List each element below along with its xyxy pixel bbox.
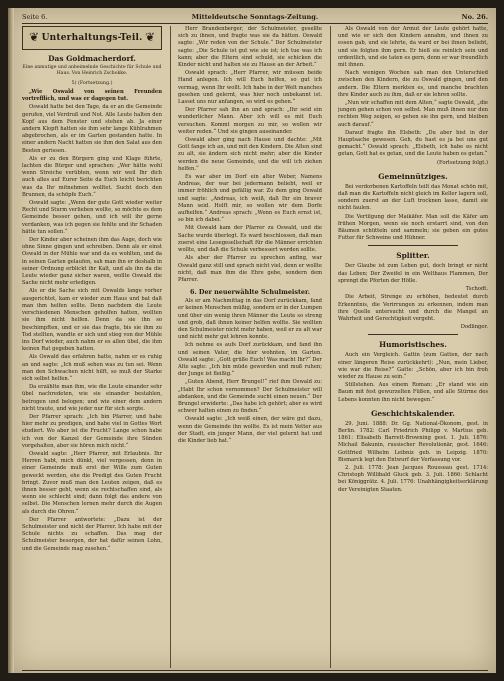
paragraph: Als Oswald das erfahren hatte, nahm er es ruhig an und sagte: „Ich muß sehen was zu tun sei. Wenn man den Schwachen nicht hilft, so muß der Starke sich selbst helfen.“ [22,354,162,382]
header-issue-number: No. 26. [461,13,488,21]
header-page-number: Seite 6. [22,13,48,21]
paragraph: Oswald sprach: „Herr Pfarrer, wir müssen beide Hand anlegen. Ich will Euch helfen, so gut ich vermag, wenn Ihr wollt. Ich habe in der Welt manches gesehen und gelernt, was hier noch unbekannt ist. Lasset uns nur anfangen, so wird es gehen.“ [178,70,322,106]
paragraph: „Guten Abend, Herr Brungel!“ rief ihm Oswald zu: „Habt Ihr schon vernommen? Der Schulmeister will abdanken, und die Gemeinde sucht einen neuen.“ Der Brungel erwiderte: „Das habe ich gehört; aber es wird schwer halten einen zu finden.“ [178,379,322,415]
paragraph: Mit Oswald kam der Pfarrer zu Oswald, und die Sache wurde überlegt. Es ward beschlossen, daß man zuerst eine Lesegesellschaft für die Männer errichten wollte, und daß die Schule verbessert werden sollte. [178,225,322,254]
section-divider [368,334,458,335]
paragraph: Oswald aber ging nach Hause und dachte: „Mit Gott fange ich an, und mit den Kindern. Die Alten sind zu alt, sie ändern sich nicht mehr; aber die Kinder werden die neue Gemeinde, und die will ich ziehen helfen.“ [178,137,322,172]
paragraph: Als er am Nachmittag in das Dorf zurückkam, fand er keinen Menschen müßig, sondern er in der Lumpen und über ein wenig ihren Männer die Leute so streng und grob, daß ihnen keiner helfen wollte. Sie wollten den Schulmeister nicht mehr haben, weil er zu alt war und nicht mehr gut lehren konnte. [178,298,322,341]
continuation-note: (Fortsetzung.) [78,81,113,86]
column-1 [22,26,162,668]
paragraph: Die Vertilgung der Maikäfer. Man soll die Käfer am frühen Morgen, wenn sie noch erstarrt sind, von den Bäumen schütteln und sammeln; sie geben ein gutes Futter für Schweine und Hühner. [338,213,488,242]
page-header [22,11,488,24]
chapter-heading: 6. Der neuerwählte Schulmeister. [190,288,310,297]
column-3 [338,26,488,668]
bottom-rule [22,670,488,671]
quote-author: Tschodt. [465,286,488,293]
paragraph: Auch ein Vergleich. Gattin (zum Gatten, der nach einer längeren Reise zurückkehrt): „Nun, mein Lieber, wie war die Reise?“ Gatte: „Schön, aber ich bin froh wieder zu Hause zu sein.“ [338,352,488,380]
section-heading-geschichtskalender: Geschichtskalender. [371,408,455,418]
story-continuation [22,80,162,87]
paragraph: Nach wenigen Wochen sah man den Unterschied zwischen den Kindern, die zu Oswald gingen, und den andern. Die Eltern merkten es, und manche brachten ihre Kinder auch zu ihm, daß er sie lehren sollte. [338,70,488,98]
paragraph: Oswald hatte bei den Tage, da er an die Gemeinde gerufen, viel Verdruß und Not. Alle Leute halten den Kopf aus dem Fenster und stehen ab. Ja einer andern Klopft hatten sie ihm sehr lange Kühlrahmen abgebrochen, als er im Garten gestanden hatte. In einer andern Nacht hatten sie ihm den Salat aus den Beeten gerissen. [22,104,162,154]
paragraph: Als er zu den Bürgern ging und Klage führte, lachten die Bürger und sprachen: „Wer hätte wohl wenn Streiche verübten, wenn wir weil Ihr dich auch alles auf Eurer Seite da Euch leicht berichten was da Ihr mitnehmen wolltet. Sucht doch den Brunnen, da schöpfe Euch.“ [22,155,162,198]
paragraph: Als Oswald von der Armut der Leute gehört hatte, und wie er sich den Kindern annahm, und ihnen zu essen gab, und sie lehrte, da ward er bei ihnen beliebt, und sie folgten ihm gern. Er hieß sie reinlich sein und ordentlich, und sie taten es gern, denn er war freundlich mit ihnen. [338,26,488,69]
paragraph: Der Pfarrer sprach: „Ich bin Pfarrer, und habe hier mehr zu predigen, und habe viel in Gottes Wort studiert. Wo aber ist die Frucht? Lange schon habe ich von der Kanzel der Gemeinde ihre Sünden vorgehalten, aber sie hören mich nicht.“ [22,413,162,449]
paragraph: Ich nehme es aufs Dorf zurückkam, und fand ihn und seinen Vater, die hier wohnten, im Garten. Oswald sagte: „Gott grüße Euch! Was macht Ihr?“ Der Alte sagte: „Ich bin müde geworden und muß ruhen; der Junge ist fleißig.“ [178,342,322,378]
quote-author: Dodlinger. [460,324,488,331]
newspaper-page [8,8,496,673]
column-rule-2 [330,26,331,668]
paragraph: Es war aber im Dorf ein alter Weber, Namens Andreas, der war bei jedermann beliebt, weil er immer fröhlich und gefällig war. Zu dem ging Oswald und sagte: „Andreas, ich weiß, daß Ihr ein braver Mann seid. Helft mir, so wollen wir dem Dorfe aufhelfen.“ Andreas sprach: „Wenn es Euch ernst ist, so bin ich dabei.“ [178,174,322,224]
header-title: Mitteldeutsche Sonntags-Zeitung. [191,13,319,21]
paragraph: Der Pfarrer antwortete: „Dazu ist der Schulmeister und nicht der Pfarrer. Ich habe mit der Schule nichts zu schaffen. Das mag der Schulmeister besorgen, der hat dafür seinen Lohn, und die Gemeinde mag zusehen.“ [22,516,162,552]
paragraph: „Wie Oswald von seinen Freunden vortrefflich, und was er dagegen tut. [22,89,162,103]
ornament-left-icon: ❦ [28,30,40,44]
paragraph: 29. Juni. 1888: Dr. Gg. National-Ökonom, gest. in Berlin. 1782: Carl Friedrich Philipp v. Martius geb. 1861: Elisabeth Barrett-Browning gest. 1. Juli. 1876: Michail Bakunin, russischer Revolutionär, gest. 1646: Gottfried Wilhelm Leibniz geb. in Leipzig. 1870: Bismarck legt den Entwurf der Verfassung vor. [338,420,488,463]
paragraph: „Nun wir schaffen mit dem Alten,“ sagte Oswald, „die jungen gehen schon von selbst. Man muß ihnen nur den rechten Weg zeigen, so gehen sie ihn gern, und bleiben auch darauf.“ [338,100,488,128]
chapter-number: 5) [71,81,77,86]
paragraph: Herr Brandenberger, der Schulmeister, gesellte sich zu ihnen, und fragte was sie da hätten. Oswald sagte: „Wir reden von der Schule.“ Der Schulmeister sagte: „Die Schule ist gut wie sie ist; ich tue was ich kann; aber die Eltern sind schuld, sie schicken die Kinder nicht und halten sie zu Hause an der Arbeit.“ [178,26,322,69]
section-heading-humoristisches: Humoristisches. [379,340,447,350]
story-title: Das Goldmacherdorf. [48,54,136,63]
section-banner [22,26,162,50]
column-rule-1 [170,26,171,668]
paragraph: Als aber der Pfarrer zu sprechen anfing, war Oswald ganz still und sprach nicht viel, denn er wollte nicht, daß man ihm die Ehre gebe, sondern dem Pfarrer. [178,255,322,283]
paragraph: Da erzählte man ihm, wie die Leute einander sehr übel nachredeten, wie sie einander bestahlen, betrogen und belogen; und wie einer dem andern nicht traute, und wie jeder nur für sich sorgte. [22,384,162,412]
section-heading-splitter: Splitter. [396,251,430,261]
paragraph: Oswald sagte: „Wenn der gute Gott wieder weiter Recht und Sturm verlieben wollte, so möchte es dem Gemeinde besser gehen, und ich will ihr gerne verdanken, was ich gegen sie fehlte und ihr Schaden hätte tun sollen.“ [22,200,162,235]
paragraph: Bei verdorbenen Kartoffeln teilt das Monat schön mit, daß man die Kartoffeln nicht gleich im Keller lagern soll, sondern zuerst an der Luft trocknen lasse, damit sie nicht faulen. [338,183,488,212]
paragraph: Stillstehen. Aus einem Roman: „Er stand wie ein Baum mit fest gewurzelten Füßen, und alle Stürme des Lebens konnten ihn nicht bewegen.“ [338,382,488,403]
paragraph: 2. Juli. 1778: Jean Jacques Rousseau gest. 1714: Christoph Willibald Gluck geb. 3. Juli. 1866: Schlacht bei Königgrätz. 4. Juli. 1776: Unabhängigkeitserklärung der Vereinigten Staaten. [338,464,488,493]
section-heading-gemeinnuetziges: Gemeinnütziges. [378,171,448,181]
column-2 [178,26,322,668]
story-subtitle: Eine anmutige und anheimelnde Geschichte für Schule und Haus. Von Heinrich Zschokke. [22,65,162,76]
ornament-right-icon: ❦ [144,30,156,44]
paragraph: Der Glaube ist zum Leben gut, doch bringt er nicht das Leben; Der Zweifel in ein Welthaus Flammen, Der sprengt die Pforten der Hölle. [338,263,488,284]
banner-title: Unterhaltungs-Teil. [41,33,143,43]
paragraph: Die Arbeit, Strenge zu erhöhen, bedeutet durch Erkenntnis, die Verirrungen zu erkennen, indem man ihre Quelle untersucht und durch die Mangel an Wahrheit und Gerechtigkeit vergeht. [338,294,488,322]
continuation-footer: (Fortsetzung folgt.) [436,159,488,166]
paragraph: Der Kinder aber scheinen ihm das Auge, doch wie ohne Sinne gingen und schreiben. Denn als er einst Oswald in der Mühle war und da es wohlten, und da in seinen Garten gelaufen, sah man ihn er deshalb in seiner Ordnung erblickt ihr Kalt, und als ihn da die Leute wieder ganz sicher waren, wollte Oswald die Sache nicht mehr erledigen. [22,237,162,287]
page-gutter-shadow [8,8,14,673]
paragraph: Als er die Sache sich mit Oswalds lange vorher ausgerichtet, kam er wieder zum Haus und bat daß man ihm helfen sollte. Denn nachdem die Leute verschiedenen Menschen geholfen hatten, wollten sie ihm nicht helfen. Denn da sie ihn so beschimpften, und er sie das fragte, bis sie ihm zu Tod stellten, wandte er sich und stieg von der Mühle ins Dorf wieder, auch nahm er es allen übel, die ihm keinen Rat gegeben hatten. [22,288,162,353]
paragraph: Der Pfarrer sah ihn an und sprach: „Ihr seid ein wunderlicher Mann. Aber ich will es mit Euch versuchen. Kommt morgen zu mir, so wollen wir weiter reden.“ Und sie gingen auseinander. [178,107,322,135]
paragraph: Darauf fragte ihn Elsbeth: „Du aber bist in der Hauptsache gewesen. Geh, du hast es ja bei uns gut gemacht.“ Oswald sprach: „Elsbeth, ich habe es nicht getan, Gott hat es getan, und die Leute haben es getan.“ [338,129,488,158]
paragraph: Oswald sagte: „Ich weiß einen, der wäre gut dazu, wenn die Gemeinde ihn wollte. Es ist mein Vetter aus der Stadt, ein junger Mann, der viel gelernt hat und die Kinder lieb hat.“ [178,416,322,444]
section-divider [368,245,458,246]
paragraph: Oswald sagte: „Herr Pfarrer, mit Erlaubnis. Ihr Herren habt, mich dünkt, viel vergessen, denn in einer Gemeinde muß erst der Wille zum Guten geweckt werden, ehe die Predigt des Guten Frucht bringt. Zuvor muß man den Leuten zeigen, daß es ihnen besser geht, wenn sie rechtschaffen sind, als wenn sie schlecht sind; dann folgt das andere von selbst. Die Menschen lernen mehr durch die Augen als durch die Ohren.“ [22,450,162,515]
